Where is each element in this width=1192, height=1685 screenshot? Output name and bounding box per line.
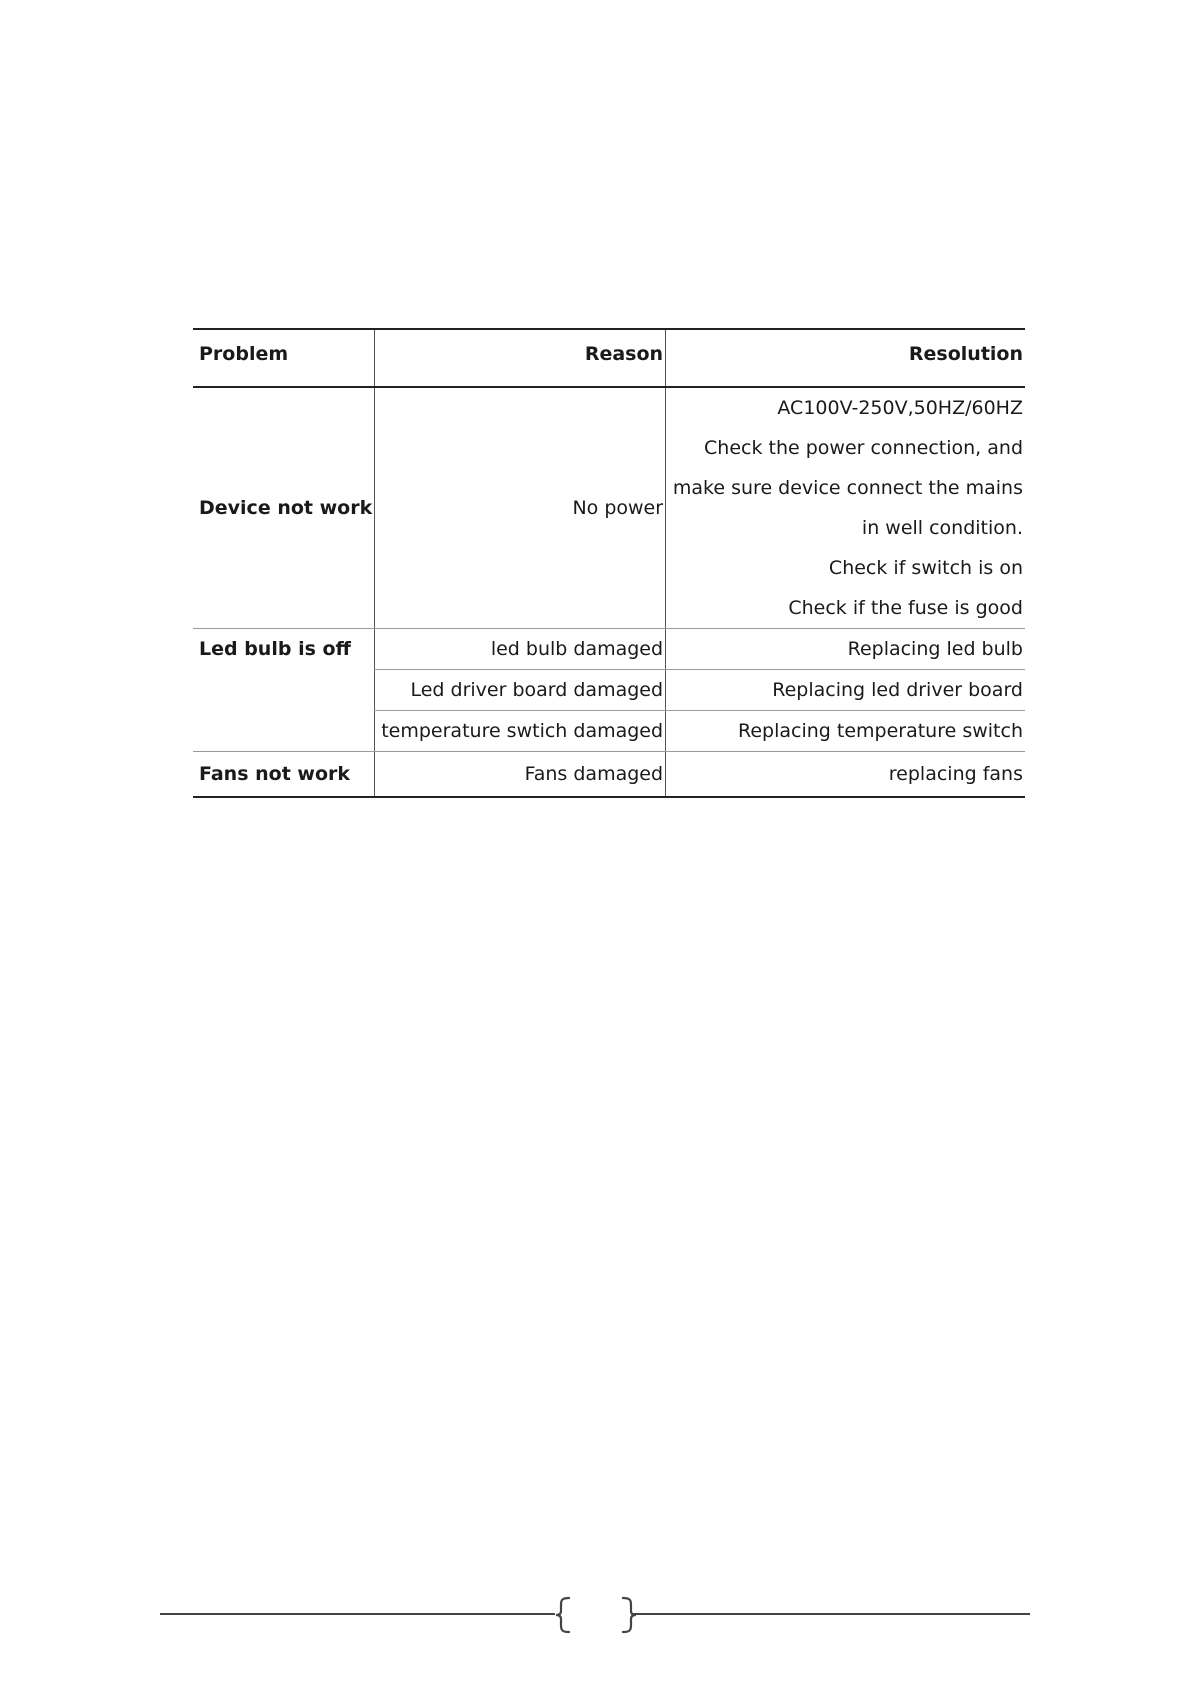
troubleshooting-table xyxy=(193,328,1025,798)
table-header-row xyxy=(193,329,1025,387)
resolution-cell: Replacing led driver board xyxy=(666,670,1025,711)
left-brace-icon xyxy=(553,1596,575,1634)
resolution-line: AC100V-250V,50HZ/60HZ xyxy=(777,397,1023,419)
resolution-line: in well condition. xyxy=(861,517,1023,539)
footer-divider-left xyxy=(160,1613,555,1615)
resolution-line: Check if switch is on xyxy=(828,557,1023,579)
header-reason: Reason xyxy=(375,329,666,387)
resolution-cell: Replacing temperature switch xyxy=(666,711,1025,752)
table-row xyxy=(193,387,1025,629)
table-row xyxy=(193,629,1025,670)
problem-cell: Led bulb is off xyxy=(193,629,375,752)
table-row xyxy=(193,752,1025,798)
resolution-line: Check if the fuse is good xyxy=(788,597,1023,619)
resolution-cell: replacing fans xyxy=(666,752,1025,798)
reason-cell: temperature swtich damaged xyxy=(375,711,666,752)
header-problem: Problem xyxy=(193,329,375,387)
resolution-line: Check the power connection, and xyxy=(704,437,1023,459)
footer-divider-right xyxy=(632,1613,1030,1615)
reason-cell: Fans damaged xyxy=(375,752,666,798)
resolution-cell xyxy=(666,387,1025,629)
right-brace-icon xyxy=(617,1596,639,1634)
reason-cell: No power xyxy=(375,387,666,629)
reason-cell: Led driver board damaged xyxy=(375,670,666,711)
problem-cell: Device not work xyxy=(193,387,375,629)
resolution-line: make sure device connect the mains xyxy=(672,477,1023,499)
reason-cell: led bulb damaged xyxy=(375,629,666,670)
problem-cell: Fans not work xyxy=(193,752,375,798)
header-resolution: Resolution xyxy=(666,329,1025,387)
resolution-cell: Replacing led bulb xyxy=(666,629,1025,670)
